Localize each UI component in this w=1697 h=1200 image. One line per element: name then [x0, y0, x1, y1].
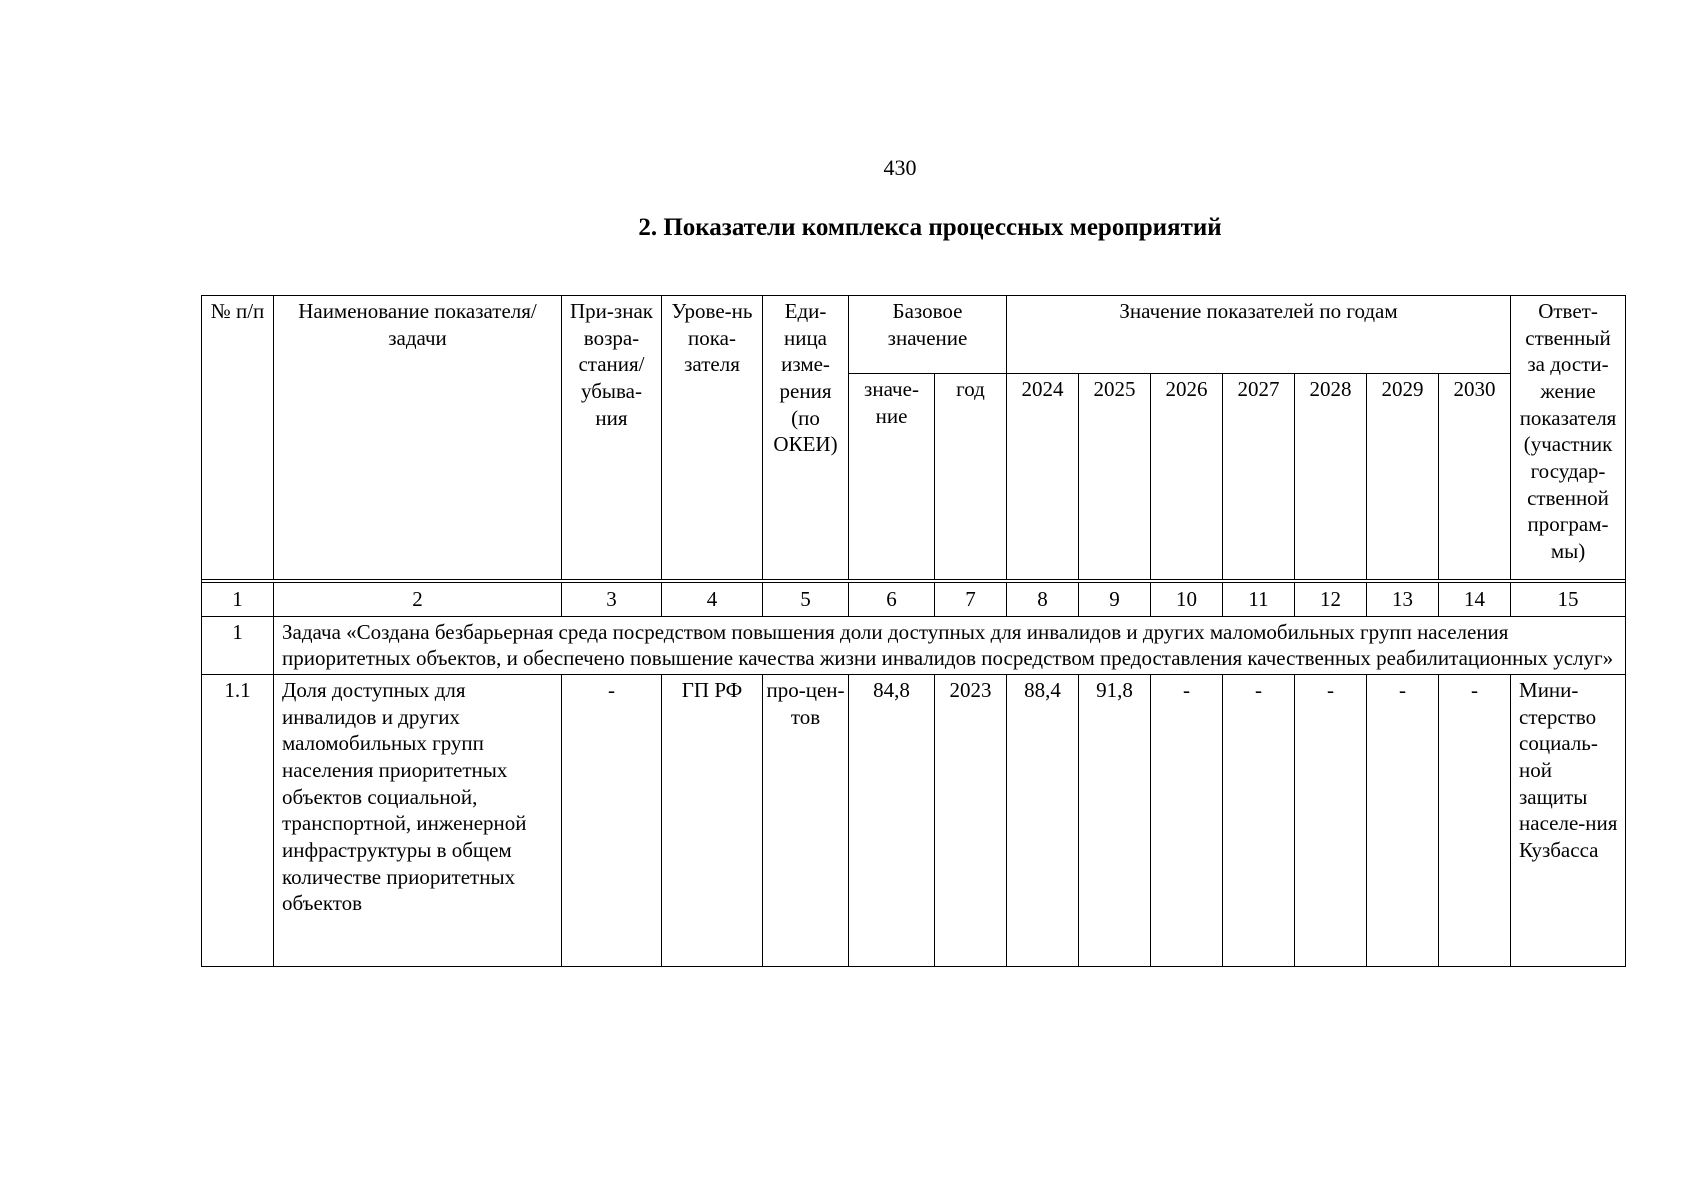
- header-base-value-group: Базовое значение: [849, 296, 1007, 374]
- column-number: 9: [1079, 583, 1151, 617]
- column-number: 8: [1007, 583, 1079, 617]
- trend-sign: -: [562, 674, 662, 966]
- value-2025: 91,8: [1079, 674, 1151, 966]
- base-value: 84,8: [849, 674, 935, 966]
- indicators-table: [201, 295, 1626, 967]
- column-number: 11: [1223, 583, 1295, 617]
- indicator-name: Доля доступных для инвалидов и других маломобильных групп населения приоритетных объектов социальной, транспортной, инженерной инфраструктуры в общем количестве приоритетных объектов: [274, 674, 562, 966]
- header-year-2027: 2027: [1223, 374, 1295, 580]
- header-indicator-level: Урове-нь пока-зателя: [662, 296, 763, 580]
- header-year-2029: 2029: [1367, 374, 1439, 580]
- header-year-2026: 2026: [1151, 374, 1223, 580]
- header-base-value: значе-ние: [849, 374, 935, 580]
- task-row: [202, 616, 1626, 674]
- indicator-level: ГП РФ: [662, 674, 763, 966]
- header-trend-sign: При-знак возра-стания/ убыва-ния: [562, 296, 662, 580]
- task-text: Задача «Создана безбарьерная среда посредством повышения доли доступных для инвалидов и других маломобильных групп населения приоритетных объектов, и обеспечено повышение качества жизни инвалидов посредством предоставления качественных реабилитационных услуг»: [274, 616, 1626, 674]
- column-numbers-row: [202, 583, 1626, 617]
- header-year-2025: 2025: [1079, 374, 1151, 580]
- header-base-year: год: [935, 374, 1007, 580]
- value-2024: 88,4: [1007, 674, 1079, 966]
- column-number: 10: [1151, 583, 1223, 617]
- header-year-2030: 2030: [1439, 374, 1511, 580]
- column-number: 1: [202, 583, 274, 617]
- header-year-2024: 2024: [1007, 374, 1079, 580]
- row-number: 1.1: [202, 674, 274, 966]
- page-number: 430: [883, 155, 917, 180]
- value-2027: -: [1223, 674, 1295, 966]
- task-number: 1: [202, 616, 274, 674]
- section-title: 2. Показатели комплекса процессных мероприятий: [638, 214, 1222, 241]
- header-unit: Еди-ница изме-рения (по ОКЕИ): [763, 296, 849, 580]
- column-number: 4: [662, 583, 763, 617]
- value-2030: -: [1439, 674, 1511, 966]
- value-2028: -: [1295, 674, 1367, 966]
- indicators-table-wrapper: [201, 295, 1619, 967]
- column-number: 7: [935, 583, 1007, 617]
- header-responsible: Ответ-ственный за дости-жение показателя (участник государ-ственной програм-мы): [1511, 296, 1626, 580]
- header-years-group: Значение показателей по годам: [1007, 296, 1511, 374]
- header-year-2028: 2028: [1295, 374, 1367, 580]
- column-number: 14: [1439, 583, 1511, 617]
- value-2029: -: [1367, 674, 1439, 966]
- header-number: № п/п: [202, 296, 274, 580]
- table-row: [202, 674, 1626, 966]
- column-number: 12: [1295, 583, 1367, 617]
- header-indicator-name: Наименование показателя/задачи: [274, 296, 562, 580]
- column-number: 2: [274, 583, 562, 617]
- column-number: 15: [1511, 583, 1626, 617]
- base-year: 2023: [935, 674, 1007, 966]
- column-number: 3: [562, 583, 662, 617]
- unit: про-цен-тов: [763, 674, 849, 966]
- column-number: 13: [1367, 583, 1439, 617]
- column-number: 6: [849, 583, 935, 617]
- responsible: Мини-стерство социаль-ной защиты населе-ния Кузбасса: [1511, 674, 1626, 966]
- column-number: 5: [763, 583, 849, 617]
- value-2026: -: [1151, 674, 1223, 966]
